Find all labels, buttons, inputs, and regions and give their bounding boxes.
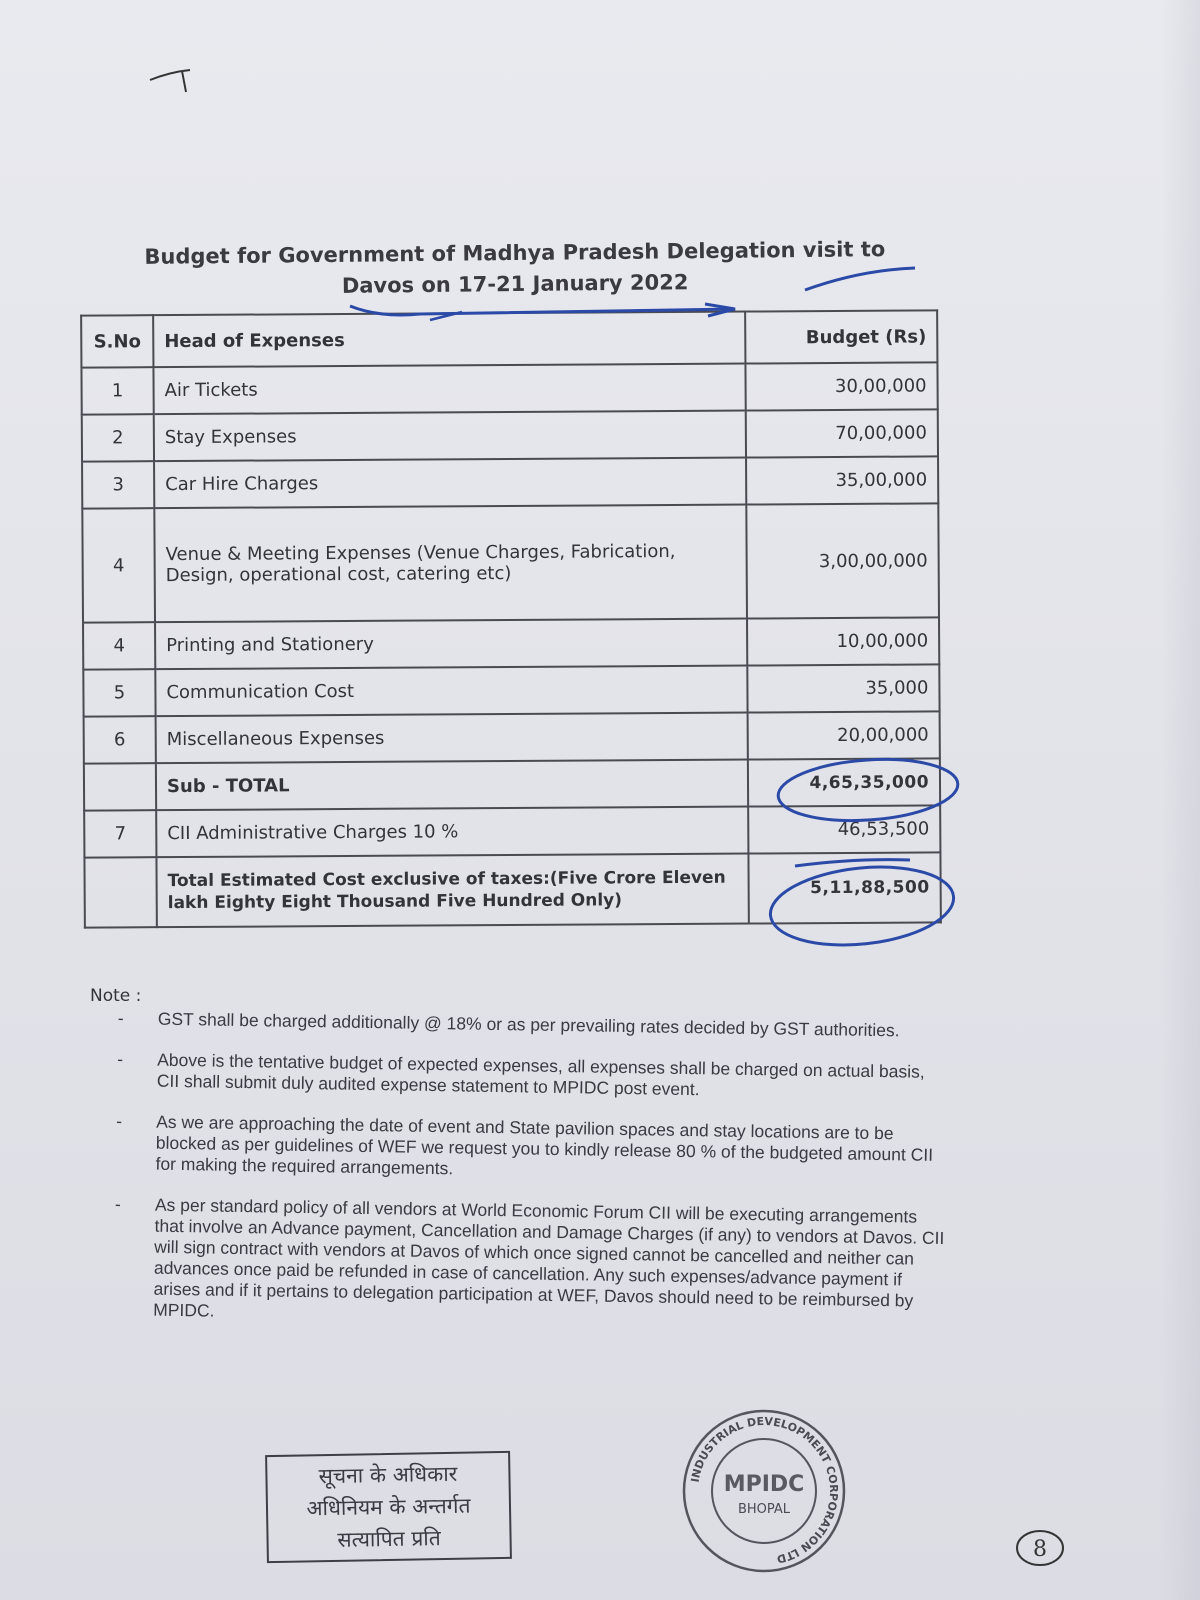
budget-table: [80, 309, 942, 928]
seal-city: BHOPAL: [737, 1502, 791, 1517]
table-row: [82, 456, 938, 508]
seal-ring-text: INDUSTRIAL DEVELOPMENT CORPORATION LTD: [688, 1414, 841, 1566]
header-head-of-expenses: Head of Expenses: [153, 312, 745, 368]
row-head: Printing and Stationery: [155, 619, 747, 670]
header-budget: Budget (Rs): [745, 310, 937, 363]
page-number: [1014, 1528, 1066, 1568]
mpidc-seal: [680, 1407, 848, 1575]
table-row: [82, 503, 939, 622]
header-sno: S.No: [81, 315, 153, 367]
admin-amount: 46,53,500: [748, 805, 940, 853]
notes-list: [110, 1008, 951, 1353]
stamp-line-1: सूचना के अधिकार: [318, 1461, 458, 1489]
row-sno: 4: [83, 622, 155, 669]
note-text: As we are approaching the date of event and State pavilion spaces and stay locations are to be blocked as per guidelines of WEF we request you to kindly release 80 % of the budgeted amount CII for making the required arrangements.: [155, 1111, 934, 1179]
rti-attestation-stamp: [265, 1451, 512, 1563]
bullet-dash: -: [117, 1008, 124, 1029]
document-title: [100, 234, 931, 305]
subtotal-sno: [84, 763, 156, 810]
row-sno: 2: [82, 414, 154, 461]
row-amount: 3,00,00,000: [746, 503, 939, 618]
row-amount: 10,00,000: [747, 617, 939, 665]
total-label: Total Estimated Cost exclusive of taxes:(Five Crore Eleven lakh Eighty Eight Thousand Five Hundred Only): [156, 854, 748, 928]
title-line-1: Budget for Government of Madhya Pradesh Delegation visit to: [144, 237, 886, 269]
note-item: [114, 1049, 951, 1104]
admin-sno: 7: [84, 810, 156, 857]
row-head: Stay Expenses: [154, 411, 746, 462]
stamp-line-3: सत्यापित प्रति: [337, 1526, 441, 1552]
stamp-line-2: अधिनियम के अन्तर्गत: [306, 1493, 471, 1521]
row-amount: 70,00,000: [746, 409, 938, 457]
note-text: As per standard policy of all vendors at World Economic Forum CII will be executing arrangements that involve an Advance payment, Cancellation and Damage Charges (if any) to vendors at Davos. CII will sign contract with vendors at Davos of which once signed cannot be cancelled and neither can advances once paid be refunded in case of cancellation. Any such expenses/advance payment if arises and if it pertains to delegation participation at WEF, Davos should need to be reimbursed by MPIDC.: [153, 1194, 945, 1321]
row-amount: 35,000: [747, 664, 939, 712]
note-item: [112, 1111, 949, 1187]
table-row: [84, 711, 940, 763]
note-text: Above is the tentative budget of expected expenses, all expenses shall be charged on actual basis, CII shall submit duly audited expense statement to MPIDC post event.: [156, 1049, 925, 1100]
row-head: Air Tickets: [153, 364, 745, 415]
total-row: [84, 852, 940, 927]
bullet-dash: -: [116, 1111, 123, 1132]
subtotal-label: Sub - TOTAL: [156, 760, 748, 811]
row-sno: 1: [81, 367, 153, 414]
row-sno: 6: [84, 716, 156, 763]
corner-pen-mark: [150, 70, 190, 92]
seal-logo: MPIDC: [723, 1472, 805, 1497]
row-amount: 35,00,000: [746, 456, 938, 504]
row-sno: 3: [82, 461, 154, 508]
page-shadow: [1160, 0, 1200, 1600]
row-sno: 5: [83, 669, 155, 716]
table-row: [82, 409, 938, 461]
admin-charges-row: [84, 805, 940, 857]
subtotal-row: [84, 758, 940, 810]
row-head: Car Hire Charges: [154, 458, 746, 509]
table-row: [83, 664, 939, 716]
note-item: [115, 1008, 951, 1042]
row-head: Communication Cost: [155, 666, 747, 717]
row-amount: 20,00,000: [748, 711, 940, 759]
page-number-text: 8: [1033, 1537, 1047, 1562]
table-row: [81, 362, 937, 414]
row-sno: 4: [82, 508, 155, 622]
subtotal-amount: 4,65,35,000: [748, 758, 940, 806]
row-head: Miscellaneous Expenses: [156, 713, 748, 764]
table-header-row: [81, 310, 937, 367]
note-item: [110, 1194, 948, 1333]
table-row: [83, 617, 939, 669]
row-amount: 30,00,000: [745, 362, 937, 410]
total-amount: 5,11,88,500: [748, 852, 940, 923]
note-text: GST shall be charged additionally @ 18% or as per prevailing rates decided by GST authorities.: [157, 1008, 900, 1041]
admin-head: CII Administrative Charges 10 %: [156, 807, 748, 858]
row-head: Venue & Meeting Expenses (Venue Charges, Fabrication, Design, operational cost, catering etc): [154, 505, 747, 623]
bullet-dash: -: [117, 1049, 124, 1070]
title-line-2: Davos on 17-21 January 2022: [341, 270, 689, 298]
bullet-dash: -: [114, 1194, 121, 1215]
note-label: Note :: [90, 986, 142, 1006]
total-sno: [84, 857, 156, 927]
